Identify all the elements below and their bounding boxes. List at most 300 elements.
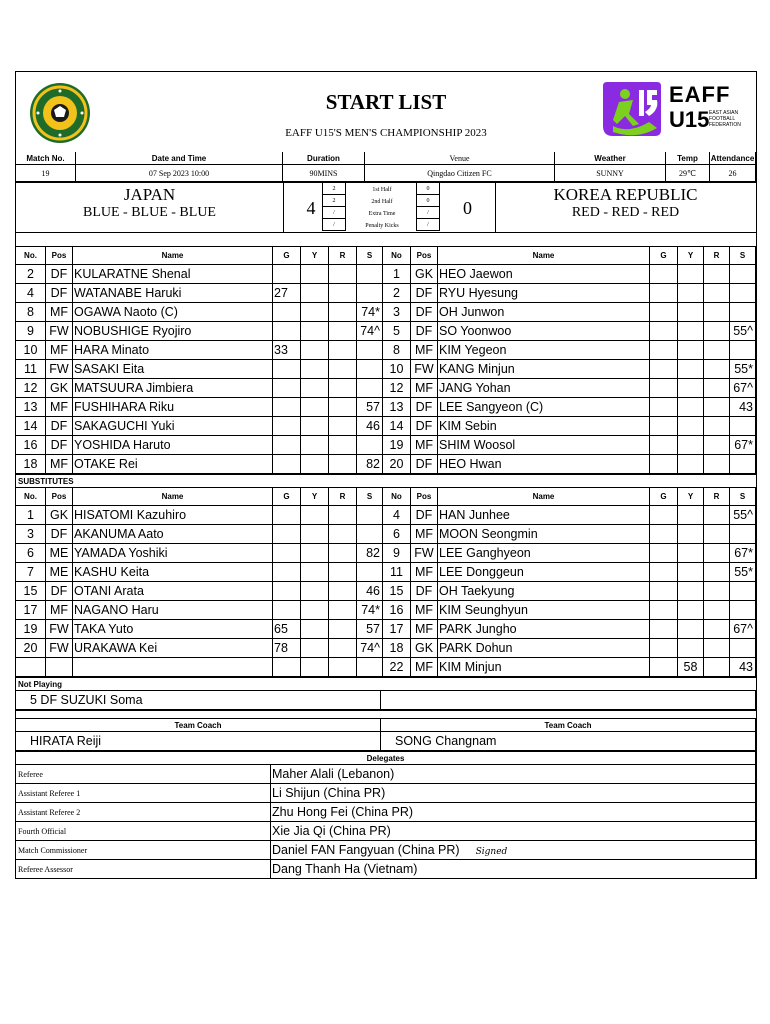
column-header-away-sub: S: [730, 247, 756, 265]
home-player-goals: [273, 544, 301, 563]
home-player-sub: 46: [357, 582, 383, 601]
away-player-yellow: [678, 436, 704, 455]
column-header-home-red: R: [329, 247, 357, 265]
match-info: [16, 152, 756, 183]
away-player-no: 20: [383, 455, 411, 474]
column-header-away-goals: G: [650, 247, 678, 265]
away-player-goals: [650, 620, 678, 639]
delegate-name: Xie Jia Qi (China PR): [271, 822, 756, 841]
away-player-yellow: [678, 417, 704, 436]
home-player-no: 7: [16, 563, 46, 582]
column-header-away-pos: Pos: [411, 247, 438, 265]
home-player-sub: [357, 506, 383, 525]
column-header-away-no: No: [383, 488, 411, 506]
home-player-goals: 65: [273, 620, 301, 639]
away-player-no: 17: [383, 620, 411, 639]
away-player-sub: 43: [730, 398, 756, 417]
away-player-sub: 67*: [730, 436, 756, 455]
away-player-sub: [730, 284, 756, 303]
away-player-goals: [650, 303, 678, 322]
column-header-away-name: Name: [438, 488, 650, 506]
home-player-red: [329, 436, 357, 455]
away-player-yellow: [678, 506, 704, 525]
away-player-name: RYU Hyesung: [438, 284, 650, 303]
home-player-sub: 74*: [357, 601, 383, 620]
home-player-red: [329, 525, 357, 544]
column-header-away-pos: Pos: [411, 488, 438, 506]
away-player-goals: [650, 360, 678, 379]
away-period-score: /: [417, 219, 440, 231]
player-row: [16, 360, 756, 379]
away-player-red: [704, 544, 730, 563]
substitutes-section: [16, 488, 756, 678]
temp: 29℃: [666, 165, 710, 182]
home-coach-header: Team Coach: [16, 719, 381, 732]
away-player-yellow: [678, 582, 704, 601]
away-period-score: /: [417, 207, 440, 219]
delegate-role: Referee Assessor: [16, 860, 271, 879]
header-weather: Weather: [555, 152, 666, 165]
away-player-sub: [730, 341, 756, 360]
away-player-sub: 55^: [730, 506, 756, 525]
away-player-yellow: [678, 601, 704, 620]
away-player-no: 12: [383, 379, 411, 398]
page-subtitle: EAFF U15'S MEN'S CHAMPIONSHIP 2023: [285, 127, 487, 139]
home-player-red: [329, 322, 357, 341]
player-row: [16, 398, 756, 417]
away-player-no: 5: [383, 322, 411, 341]
home-player-yellow: [301, 620, 329, 639]
home-player-goals: [273, 658, 301, 677]
home-player-yellow: [301, 417, 329, 436]
away-player-sub: [730, 639, 756, 658]
away-player-sub: [730, 455, 756, 474]
home-player-name: TAKA Yuto: [73, 620, 273, 639]
home-player-pos: FW: [46, 360, 73, 379]
home-player-yellow: [301, 658, 329, 677]
home-player-sub: 82: [357, 544, 383, 563]
home-player-sub: [357, 563, 383, 582]
away-team-name: KOREA REPUBLIC: [553, 185, 698, 204]
delegate-role: Assistant Referee 2: [16, 803, 271, 822]
home-player-goals: 33: [273, 341, 301, 360]
away-player-sub: 55*: [730, 563, 756, 582]
home-player-name: MATSUURA Jimbiera: [73, 379, 273, 398]
home-player-yellow: [301, 582, 329, 601]
home-player-name: YOSHIDA Haruto: [73, 436, 273, 455]
away-player-pos: MF: [411, 525, 438, 544]
column-header-away-yellow: Y: [678, 488, 704, 506]
home-player-name: SASAKI Eita: [73, 360, 273, 379]
home-player-pos: ME: [46, 544, 73, 563]
away-player-red: [704, 379, 730, 398]
column-header-home-sub: S: [357, 488, 383, 506]
away-player-yellow: [678, 563, 704, 582]
away-player-name: KIM Seunghyun: [438, 601, 650, 620]
home-player-goals: [273, 360, 301, 379]
duration: 90MINS: [283, 165, 365, 182]
home-player-yellow: [301, 436, 329, 455]
home-player-name: SAKAGUCHI Yuki: [73, 417, 273, 436]
home-player-pos: DF: [46, 525, 73, 544]
home-player-sub: [357, 360, 383, 379]
delegate-role: Fourth Official: [16, 822, 271, 841]
player-row: [16, 658, 756, 677]
home-player-pos: MF: [46, 303, 73, 322]
delegate-role: Assistant Referee 1: [16, 784, 271, 803]
away-player-red: [704, 303, 730, 322]
player-row: [16, 582, 756, 601]
home-player-name: OTANI Arata: [73, 582, 273, 601]
home-player-sub: 57: [357, 398, 383, 417]
column-header-home-sub: S: [357, 247, 383, 265]
away-player-red: [704, 455, 730, 474]
column-header-home-yellow: Y: [301, 488, 329, 506]
away-player-goals: [650, 398, 678, 417]
home-player-red: [329, 379, 357, 398]
away-player-yellow: 58: [678, 658, 704, 677]
home-player-red: [329, 303, 357, 322]
home-player-name: KASHU Keita: [73, 563, 273, 582]
header-duration: Duration: [283, 152, 365, 165]
player-row: [16, 322, 756, 341]
away-player-goals: [650, 601, 678, 620]
home-player-yellow: [301, 303, 329, 322]
away-player-red: [704, 284, 730, 303]
delegate-role: Referee: [16, 765, 271, 784]
home-player-name: YAMADA Yoshiki: [73, 544, 273, 563]
home-player-pos: MF: [46, 341, 73, 360]
home-player-goals: [273, 398, 301, 417]
home-player-sub: 57: [357, 620, 383, 639]
header-attendance: Attendance: [710, 153, 755, 163]
away-player-name: KANG Minjun: [438, 360, 650, 379]
away-player-yellow: [678, 639, 704, 658]
home-player-pos: FW: [46, 322, 73, 341]
home-player-sub: 82: [357, 455, 383, 474]
player-row: [16, 303, 756, 322]
away-player-yellow: [678, 284, 704, 303]
away-player-red: [704, 506, 730, 525]
away-player-goals: [650, 639, 678, 658]
column-header-home-no: No.: [16, 488, 46, 506]
away-player-red: [704, 582, 730, 601]
home-player-sub: [357, 284, 383, 303]
home-player-yellow: [301, 525, 329, 544]
away-player-name: OH Junwon: [438, 303, 650, 322]
starters-section: [16, 247, 756, 475]
player-row: [16, 265, 756, 284]
away-player-name: LEE Donggeun: [438, 563, 650, 582]
home-period-score: /: [323, 207, 346, 219]
away-player-yellow: [678, 544, 704, 563]
away-player-goals: [650, 417, 678, 436]
away-player-yellow: [678, 379, 704, 398]
away-coach: SONG Changnam: [381, 732, 756, 751]
home-player-red: [329, 284, 357, 303]
home-player-name: NAGANO Haru: [73, 601, 273, 620]
column-header-away-name: Name: [438, 247, 650, 265]
home-team: [16, 185, 283, 221]
home-player-yellow: [301, 544, 329, 563]
home-player-red: [329, 620, 357, 639]
home-player-no: 2: [16, 265, 46, 284]
away-player-no: 16: [383, 601, 411, 620]
signature: Signed: [475, 847, 508, 857]
away-player-name: KIM Minjun: [438, 658, 650, 677]
home-player-pos: MF: [46, 455, 73, 474]
away-player-pos: DF: [411, 303, 438, 322]
column-header-home-yellow: Y: [301, 247, 329, 265]
eaff-logo-u15: U15: [669, 107, 710, 132]
home-player-sub: 74^: [357, 322, 383, 341]
not-playing-label: Not Playing: [16, 678, 756, 691]
delegates-header: Delegates: [16, 752, 756, 765]
away-player-no: 18: [383, 639, 411, 658]
home-player-name: OGAWA Naoto (C): [73, 303, 273, 322]
column-header-home-pos: Pos: [46, 247, 73, 265]
home-player-red: [329, 658, 357, 677]
delegates-table: [15, 752, 756, 878]
home-player-goals: [273, 506, 301, 525]
away-player-pos: DF: [411, 398, 438, 417]
away-player-goals: [650, 379, 678, 398]
home-player-name: FUSHIHARA Riku: [73, 398, 273, 417]
away-player-yellow: [678, 265, 704, 284]
home-player-no: 11: [16, 360, 46, 379]
away-player-red: [704, 436, 730, 455]
away-player-red: [704, 265, 730, 284]
away-player-pos: MF: [411, 341, 438, 360]
home-player-sub: 74*: [357, 303, 383, 322]
start-list-sheet: [15, 71, 757, 879]
away-player-red: [704, 525, 730, 544]
home-player-goals: [273, 601, 301, 620]
home-player-name: HISATOMI Kazuhiro: [73, 506, 273, 525]
home-player-yellow: [301, 639, 329, 658]
home-player-pos: ME: [46, 563, 73, 582]
away-player-name: HEO Jaewon: [438, 265, 650, 284]
match-no: 19: [16, 165, 76, 182]
home-player-yellow: [301, 506, 329, 525]
venue: Qingdao Citizen FC: [365, 165, 555, 182]
away-player-name: LEE Ganghyeon: [438, 544, 650, 563]
away-player-name: HEO Hwan: [438, 455, 650, 474]
period-label: Extra Time: [368, 211, 396, 217]
home-player-red: [329, 544, 357, 563]
home-team-name: JAPAN: [123, 185, 176, 204]
home-player-red: [329, 455, 357, 474]
home-player-red: [329, 360, 357, 379]
column-header-home-goals: G: [273, 247, 301, 265]
player-row: [16, 379, 756, 398]
away-player-red: [704, 658, 730, 677]
away-player-red: [704, 417, 730, 436]
date-time: 07 Sep 2023 10:00: [76, 165, 283, 182]
player-row: [16, 563, 756, 582]
home-player-no: 16: [16, 436, 46, 455]
home-player-no: 1: [16, 506, 46, 525]
home-player-no: [16, 658, 46, 677]
away-player-name: HAN Junhee: [438, 506, 650, 525]
home-player-no: 6: [16, 544, 46, 563]
home-player-yellow: [301, 455, 329, 474]
delegate-name: Dang Thanh Ha (Vietnam): [271, 860, 756, 879]
home-player-red: [329, 417, 357, 436]
away-player-goals: [650, 525, 678, 544]
home-player-pos: FW: [46, 639, 73, 658]
home-player-no: 9: [16, 322, 46, 341]
away-player-pos: MF: [411, 601, 438, 620]
score-section: [16, 183, 756, 233]
header-match-no: Match No.: [16, 152, 76, 165]
away-player-goals: [650, 658, 678, 677]
home-player-goals: [273, 582, 301, 601]
away-score: 0: [463, 198, 472, 218]
away-player-goals: [650, 284, 678, 303]
home-player-pos: FW: [46, 620, 73, 639]
away-player-name: KIM Yegeon: [438, 341, 650, 360]
player-row: [16, 544, 756, 563]
home-player-name: [73, 658, 273, 677]
home-not-playing: 5 DF SUZUKI Soma: [16, 691, 381, 710]
home-player-red: [329, 265, 357, 284]
away-player-no: 2: [383, 284, 411, 303]
home-player-yellow: [301, 322, 329, 341]
home-player-goals: [273, 417, 301, 436]
home-player-goals: [273, 303, 301, 322]
home-player-no: 19: [16, 620, 46, 639]
substitutes-table: [15, 488, 756, 677]
delegates-section: [16, 752, 756, 878]
home-player-goals: [273, 322, 301, 341]
away-player-name: SHIM Woosol: [438, 436, 650, 455]
home-player-name: NOBUSHIGE Ryojiro: [73, 322, 273, 341]
column-header-away-red: R: [704, 247, 730, 265]
away-player-sub: 67*: [730, 544, 756, 563]
away-player-no: 10: [383, 360, 411, 379]
away-player-no: 6: [383, 525, 411, 544]
away-player-name: PARK Jungho: [438, 620, 650, 639]
player-row: [16, 417, 756, 436]
home-team-colors: BLUE - BLUE - BLUE: [83, 205, 216, 220]
home-player-no: 4: [16, 284, 46, 303]
home-player-red: [329, 398, 357, 417]
home-player-no: 17: [16, 601, 46, 620]
away-player-no: 1: [383, 265, 411, 284]
home-player-pos: DF: [46, 265, 73, 284]
away-player-red: [704, 639, 730, 658]
away-player-no: 11: [383, 563, 411, 582]
away-player-sub: 55*: [730, 360, 756, 379]
home-score: 4: [306, 198, 316, 218]
away-player-pos: MF: [411, 379, 438, 398]
home-player-goals: [273, 563, 301, 582]
away-player-name: PARK Dohun: [438, 639, 650, 658]
away-player-sub: [730, 265, 756, 284]
home-coach: HIRATA Reiji: [16, 732, 381, 751]
away-player-red: [704, 601, 730, 620]
home-player-yellow: [301, 379, 329, 398]
coach-section: [16, 719, 756, 752]
column-header-away-red: R: [704, 488, 730, 506]
away-player-no: 22: [383, 658, 411, 677]
player-row: [16, 341, 756, 360]
home-player-pos: MF: [46, 398, 73, 417]
home-player-goals: [273, 379, 301, 398]
player-row: [16, 525, 756, 544]
home-period-score: 2: [323, 195, 346, 207]
away-player-yellow: [678, 398, 704, 417]
delegate-name: Maher Alali (Lebanon): [271, 765, 756, 784]
away-player-pos: DF: [411, 322, 438, 341]
home-player-red: [329, 601, 357, 620]
home-player-red: [329, 341, 357, 360]
home-player-no: 12: [16, 379, 46, 398]
home-player-goals: [273, 436, 301, 455]
away-player-name: KIM Sebin: [438, 417, 650, 436]
away-player-pos: DF: [411, 582, 438, 601]
away-player-red: [704, 620, 730, 639]
away-player-pos: MF: [411, 620, 438, 639]
coach-table: [15, 719, 756, 751]
away-player-goals: [650, 322, 678, 341]
away-player-yellow: [678, 322, 704, 341]
away-player-name: OH Taekyung: [438, 582, 650, 601]
home-player-yellow: [301, 398, 329, 417]
player-row: [16, 436, 756, 455]
away-player-sub: [730, 582, 756, 601]
away-player-pos: FW: [411, 360, 438, 379]
header-venue: Venue: [365, 152, 555, 165]
delegate-role: Match Commissioner: [16, 841, 271, 860]
away-player-no: 15: [383, 582, 411, 601]
column-header-home-name: Name: [73, 247, 273, 265]
home-player-yellow: [301, 341, 329, 360]
home-player-red: [329, 639, 357, 658]
starters-table: [15, 247, 756, 474]
sheet-header: [16, 72, 756, 152]
home-player-no: 3: [16, 525, 46, 544]
column-header-home-pos: Pos: [46, 488, 73, 506]
away-player-red: [704, 322, 730, 341]
home-player-pos: DF: [46, 582, 73, 601]
delegate-name: Zhu Hong Fei (China PR): [271, 803, 756, 822]
player-row: [16, 284, 756, 303]
home-player-goals: [273, 455, 301, 474]
home-player-pos: MF: [46, 601, 73, 620]
column-header-away-goals: G: [650, 488, 678, 506]
away-player-no: 13: [383, 398, 411, 417]
away-period-scores: [416, 182, 440, 231]
not-playing-table: [15, 691, 756, 710]
away-player-sub: [730, 525, 756, 544]
home-player-pos: [46, 658, 73, 677]
away-player-yellow: [678, 525, 704, 544]
substitutes-label: SUBSTITUTES: [16, 475, 756, 488]
away-player-no: 19: [383, 436, 411, 455]
away-player-goals: [650, 582, 678, 601]
away-player-pos: GK: [411, 639, 438, 658]
home-player-pos: DF: [46, 284, 73, 303]
home-player-sub: [357, 341, 383, 360]
away-player-pos: GK: [411, 265, 438, 284]
away-period-score: 0: [417, 183, 440, 195]
home-player-goals: [273, 525, 301, 544]
home-player-sub: [357, 525, 383, 544]
home-player-name: AKANUMA Aato: [73, 525, 273, 544]
home-player-red: [329, 582, 357, 601]
